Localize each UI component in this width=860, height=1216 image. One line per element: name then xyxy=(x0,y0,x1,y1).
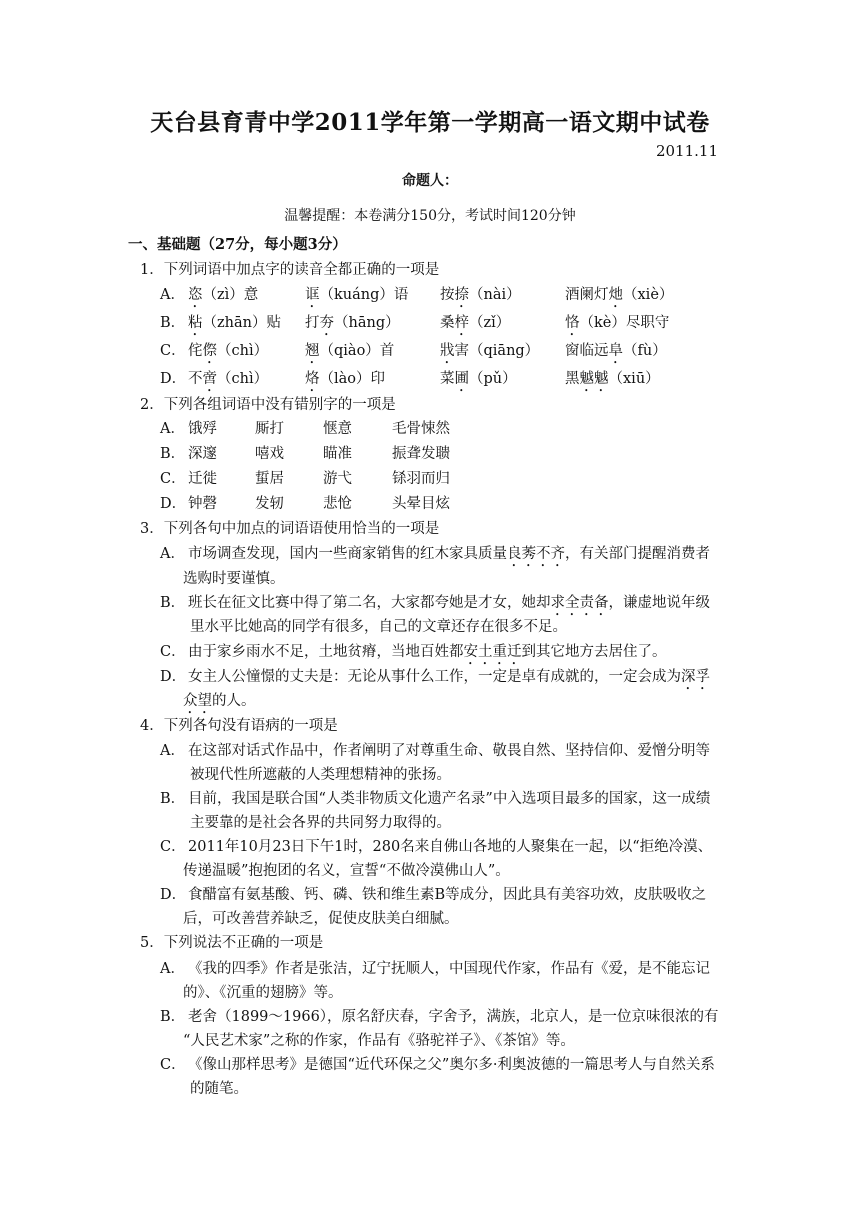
option-item: 烙（lào）印 xyxy=(305,371,386,387)
option-word: 惬意 xyxy=(323,421,352,437)
question-4-stem: 4．下列各句没有语病的一项是 xyxy=(140,718,338,734)
option-word: 铩羽而归 xyxy=(392,471,450,487)
option-label: C． xyxy=(160,471,186,487)
option-item: 不啻（chì） xyxy=(188,371,269,387)
author-label: 命题人： xyxy=(402,173,458,189)
option-item: 侘傺（chì） xyxy=(188,343,269,359)
dotted-phrase: 深孚 xyxy=(681,669,710,685)
option-line: 市场调查发现，国内一些商家销售的红木家具质量良莠不齐，有关部门提醒消费者 xyxy=(188,546,710,562)
option-line: 由于家乡雨水不足，土地贫瘠，当地百姓都安土重迁到其它地方去居住了。 xyxy=(188,644,667,660)
dotted-char: 圃 xyxy=(454,371,469,387)
option-word: 厮打 xyxy=(255,421,284,437)
option-line: 食醋富有氨基酸、钙、磷、铁和维生素B等成分，因此具有美容功效，皮肤吸收之 xyxy=(188,887,707,903)
option-label: D． xyxy=(160,887,187,903)
option-label: D． xyxy=(160,496,187,512)
option-item: 恪（kè）尽职守 xyxy=(565,315,670,331)
dotted-char: 梓 xyxy=(454,315,469,331)
option-word: 头晕目炫 xyxy=(392,496,450,512)
option-line: 女主人公憧憬的丈夫是：无论从事什么工作，一定是卓有成就的，一定会成为深孚 xyxy=(188,669,710,685)
dotted-char: 傺 xyxy=(202,343,217,359)
question-3-stem: 3．下列各句中加点的词语语使用恰当的一项是 xyxy=(140,521,440,537)
option-word: 饿殍 xyxy=(188,421,217,437)
dotted-char: 翘 xyxy=(305,343,320,359)
option-label: A． xyxy=(160,421,185,437)
option-item: 桑梓（zǐ） xyxy=(440,315,511,331)
option-label: B． xyxy=(160,315,186,331)
exam-title: 天台县育青中学2011学年第一学期高一语文期中试卷 xyxy=(150,109,710,136)
option-line: 在这部对话式作品中，作者阐明了对尊重生命、敬畏自然、坚持信仰、爱憎分明等 xyxy=(188,743,710,759)
option-word: 蜇居 xyxy=(255,471,284,487)
dotted-char: 捺 xyxy=(454,287,469,303)
dotted-char: 啻 xyxy=(202,371,217,387)
option-label: B． xyxy=(160,791,186,807)
option-line: 选购时要谨慎。 xyxy=(183,571,285,587)
dotted-char: 夯 xyxy=(319,315,334,331)
option-word: 振聋发聩 xyxy=(392,446,450,462)
option-item: 打夯（hāng） xyxy=(305,315,400,331)
option-line: 老舍（1899～1966），原名舒庆春，字舍予，满族，北京人，是一位京味很浓的有 xyxy=(188,1009,719,1025)
dotted-char: 戕 xyxy=(440,343,455,359)
option-word: 悲怆 xyxy=(323,496,352,512)
option-label: D． xyxy=(160,371,187,387)
option-item: 窗临远阜（fù） xyxy=(565,343,667,359)
option-item: 菜圃（pǔ） xyxy=(440,371,517,387)
option-label: A． xyxy=(160,743,185,759)
dotted-phrase: 安土重迁 xyxy=(463,644,522,660)
option-line: 后，可改善营养缺乏，促使皮肤美白细腻。 xyxy=(183,911,459,927)
option-line: 目前，我国是联合国“人类非物质文化遗产名录”中入选项目最多的国家，这一成绩 xyxy=(188,791,711,807)
dotted-phrase: 众望 xyxy=(183,693,212,709)
option-word: 瞄准 xyxy=(323,446,352,462)
option-word: 发轫 xyxy=(255,496,284,512)
dotted-phrase: 求全责备 xyxy=(550,595,609,611)
option-label: A． xyxy=(160,287,185,303)
dotted-char: 恣 xyxy=(188,287,203,303)
option-item: 翘（qiào）首 xyxy=(305,343,395,359)
option-label: B． xyxy=(160,446,186,462)
option-line: 主要靠的是社会各界的共同努力取得的。 xyxy=(190,815,451,831)
option-label: B． xyxy=(160,1009,186,1025)
question-1-stem: 1．下列词语中加点字的读音全都正确的一项是 xyxy=(140,262,440,278)
option-label: A． xyxy=(160,546,185,562)
option-label: C． xyxy=(160,644,186,660)
option-word: 毛骨悚然 xyxy=(392,421,450,437)
option-line: 传递温暖”抱抱团的名义，宣誓“不做冷漠佛山人”。 xyxy=(183,863,510,879)
option-line: 众望的人。 xyxy=(183,693,256,709)
dotted-char: 灺 xyxy=(608,287,623,303)
option-line: 被现代性所遮蔽的人类理想精神的张扬。 xyxy=(190,767,451,783)
option-line: 的》、《沉重的翅膀》等。 xyxy=(183,985,343,1001)
option-line: 《像山那样思考》是德国“近代环保之父”奥尔多·利奥波德的一篇思考人与自然关系 xyxy=(188,1057,715,1073)
option-item: 诓（kuáng）语 xyxy=(305,287,409,303)
dotted-char: 烙 xyxy=(305,371,320,387)
option-line: 的随笔。 xyxy=(190,1081,248,1097)
dotted-char: 诓 xyxy=(305,287,320,303)
question-5-stem: 5．下列说法不正确的一项是 xyxy=(140,935,324,951)
dotted-char: 粘 xyxy=(188,315,203,331)
option-line: 里水平比她高的同学有很多，自己的文章还存在很多不足。 xyxy=(190,619,567,635)
option-word: 嘻戏 xyxy=(255,446,284,462)
option-item: 酒阑灯灺（xiè） xyxy=(565,287,674,303)
option-word: 钟磬 xyxy=(188,496,217,512)
option-label: C． xyxy=(160,839,186,855)
option-word: 游弋 xyxy=(323,471,352,487)
dotted-char: 魆魆 xyxy=(579,371,609,387)
option-line: “人民艺术家”之称的作家，作品有《骆驼祥子》、《茶馆》等。 xyxy=(183,1033,575,1049)
option-item: 戕害（qiāng） xyxy=(440,343,540,359)
dotted-phrase: 良莠不齐 xyxy=(507,546,565,562)
option-item: 黑魆魆（xiū） xyxy=(565,371,660,387)
section-heading: 一、基础题（27分，每小题3分） xyxy=(128,236,347,253)
option-item: 恣（zì）意 xyxy=(188,287,259,303)
option-line: 2011年10月23日下午1时，280名来自佛山各地的人聚集在一起，以“拒绝冷漠、 xyxy=(188,839,713,855)
option-label: C． xyxy=(160,1057,186,1073)
exam-date: 2011.11 xyxy=(655,142,718,160)
dotted-char: 阜 xyxy=(608,343,623,359)
option-line: 班长在征文比赛中得了第二名，大家都夸她是才女，她却求全责备，谦虚地说年级 xyxy=(188,595,710,611)
option-word: 深邃 xyxy=(188,446,217,462)
option-item: 按捺（nài） xyxy=(440,287,521,303)
question-2-stem: 2．下列各组词语中没有错别字的一项是 xyxy=(140,397,396,413)
option-label: D． xyxy=(160,669,187,685)
option-label: C． xyxy=(160,343,186,359)
option-item: 粘（zhān）贴 xyxy=(188,315,281,331)
option-word: 迁徙 xyxy=(188,471,217,487)
option-label: A． xyxy=(160,961,185,977)
option-line: 《我的四季》作者是张洁，辽宁抚顺人，中国现代作家，作品有《爱，是不能忘记 xyxy=(188,961,710,977)
reminder-text: 温馨提醒：本卷满分150分，考试时间120分钟 xyxy=(284,208,576,224)
option-label: B． xyxy=(160,595,186,611)
dotted-char: 恪 xyxy=(565,315,580,331)
